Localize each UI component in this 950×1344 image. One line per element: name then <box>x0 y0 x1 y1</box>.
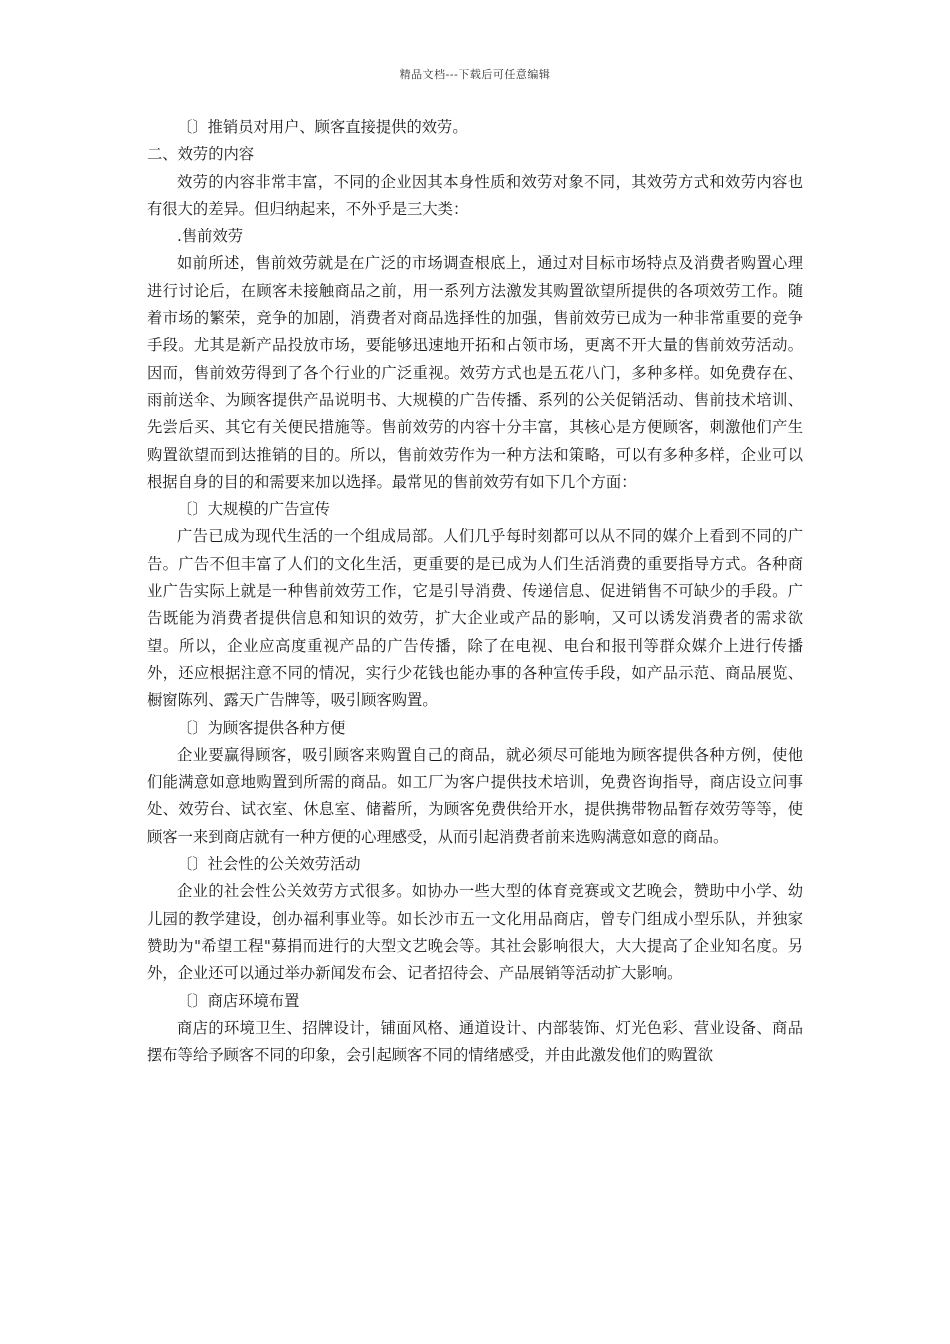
page-header: 精品文档---下载后可任意编辑 <box>399 68 551 81</box>
subheading-store-environment: 〔〕商店环境布置 <box>177 991 300 1010</box>
subheading-public-relations: 〔〕社会性的公关效劳活动 <box>177 855 361 874</box>
document-body <box>147 114 803 1069</box>
paragraph-public-relations: 企业的社会性公关效劳方式很多。如协办一些大型的体育竞赛或文艺晚会，赞助中小学、幼儿园的教学建设，创办福利事业等。如长沙市五一文化用品商店，曾专门组成小型乐队，并独家赞助为"希望工程"募捐而进行的大型文艺晚会等。其社会影响很大，大大提高了企业知名度。另外，企业还可以通过举办新闻发布会、记者招待会、产品展销等活动扩大影响。 <box>147 882 803 983</box>
paragraph-service-overview: 效劳的内容非常丰富，不同的企业因其本身性质和效劳对象不同，其效劳方式和效劳内容也有很大的差异。但归纳起来，不外乎是三大类： <box>147 172 803 218</box>
list-item-salesperson-service: 〔〕推销员对用户、顾客直接提供的效劳。 <box>177 118 468 136</box>
paragraph-store-environment: 商店的环境卫生、招牌设计，铺面风格、通道设计、内部装饰、灯光色彩、营业设备、商品摆布等给予顾客不同的印象，会引起顾客不同的情绪感受，并由此激发他们的购置欲 <box>147 1018 803 1065</box>
paragraph-pre-sale-service: 如前所述，售前效劳就是在广泛的市场调查根底上，通过对目标市场特点及消费者购置心理进行讨论后，在顾客未接触商品之前，用一系列方法激发其购置欲望所提供的各项效劳工作。随着市场的繁荣，竞争的加剧，消费者对商品选择性的加强，售前效劳已成为一种非常重要的竞争手段。尤其是新产品投放市场，要能够迅速地开拓和占领市场，更离不开大量的售前效劳活动。因而，售前效劳得到了各个行业的广泛重视。效劳方式也是五花八门，多种多样。如免费存在、雨前送伞、为顾客提供产品说明书、大规模的广告传播、系列的公关促销活动、售前技术培训、先尝后买、其它有关便民措施等。售前效劳的内容十分丰富，其核心是方便顾客，刺激他们产生购置欲望而到达推销的目的。所以，售前效劳作为一种方法和策略，可以有多种多样，企业可以根据自身的目的和需要来加以选择。最常见的售前效劳有如下几个方面： <box>147 254 803 491</box>
subheading-pre-sale-service: .售前效劳 <box>177 227 244 246</box>
paragraph-convenience: 企业要赢得顾客，吸引顾客来购置自己的商品，就必须尽可能地为顾客提供各种方例，使他们能满意如意地购置到所需的商品。如工厂为客户提供技术培训，免费咨询指导，商店设立问事处、效劳台、试衣室、休息室、储蓄所，为顾客免费供给开水，提供携带物品暂存效劳等等，使顾客一来到商店就有一种方便的心理感受，从而引起消费者前来选购满意如意的商品。 <box>147 745 803 846</box>
paragraph-advertising: 广告已成为现代生活的一个组成局部。人们几乎每时刻都可以从不同的媒介上看到不同的广告。广告不但丰富了人们的文化生活，更重要的是已成为人们生活消费的重要指导方式。各种商业广告实际上就是一种售前效劳工作，它是引导消费、传递信息、促进销售不可缺少的手段。广告既能为消费者提供信息和知识的效劳，扩大企业或产品的影响，又可以诱发消费者的需求欲望。所以，企业应高度重视产品的广告传播，除了在电视、电台和报刊等群众媒介上进行传播外，还应根据注意不同的情况，实行少花钱也能办事的各种宣传手段，如产品示范、商品展览、橱窗陈列、露天广告牌等，吸引顾客购置。 <box>147 527 803 710</box>
subheading-convenience: 〔〕为顾客提供各种方便 <box>177 718 346 737</box>
subheading-advertising: 〔〕大规模的广告宣传 <box>177 500 330 519</box>
section-heading-service-content: 二、效劳的内容 <box>147 145 255 164</box>
